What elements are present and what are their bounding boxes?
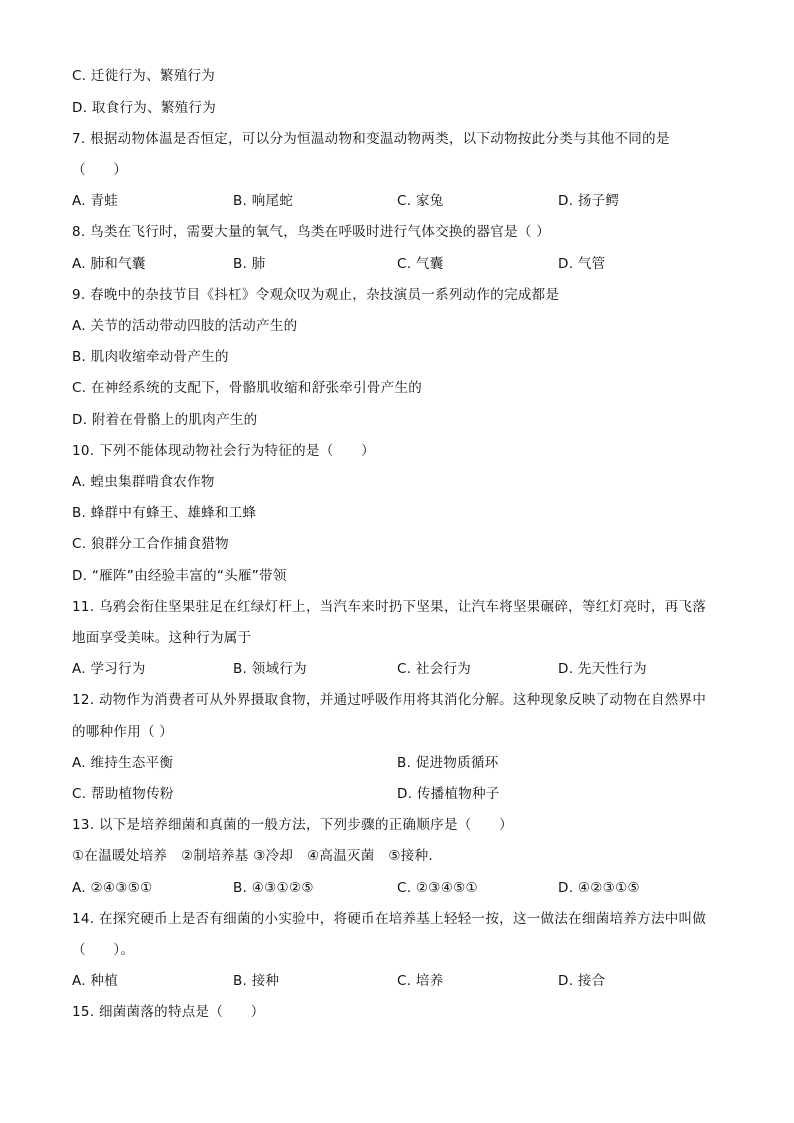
question-7-option-d: D. 扬子鳄 — [558, 193, 620, 209]
question-13-steps: ①在温暖处培养 ②制培养基 ③冷却 ④高温灭菌 ⑤接种. — [72, 848, 433, 864]
question-7-text: 7. 根据动物体温是否恒定，可以分为恒温动物和变温动物两类，以下动物按此分类与其他不同的是 — [72, 131, 670, 147]
question-12-text-cont: 的哪种作用（ ） — [72, 724, 174, 740]
question-11-option-c: C. 社会行为 — [397, 661, 472, 677]
question-8-text: 8. 鸟类在飞行时，需要大量的氧气，鸟类在呼吸时进行气体交换的器官是（ ） — [72, 224, 551, 240]
question-8-option-a: A. 肺和气囊 — [72, 256, 146, 272]
question-12-option-c: C. 帮助植物传粉 — [72, 786, 174, 802]
question-12-option-d: D. 传播植物种子 — [397, 786, 500, 802]
question-9-option-a: A. 关节的活动带动四肢的活动产生的 — [72, 318, 298, 334]
question-10-option-c: C. 狼群分工合作捕食猎物 — [72, 536, 229, 552]
question-12-option-b: B. 促进物质循环 — [397, 755, 499, 771]
question-6-option-c: C. 迁徙行为、繁殖行为 — [72, 68, 216, 84]
question-11-option-d: D. 先天性行为 — [558, 661, 647, 677]
question-7-option-c: C. 家兔 — [397, 193, 444, 209]
question-7-option-a: A. 青蛙 — [72, 193, 119, 209]
question-13-option-d: D. ④②③①⑤ — [558, 880, 640, 896]
question-7-blank: （ ） — [72, 162, 128, 178]
question-11-option-b: B. 领域行为 — [233, 661, 307, 677]
question-14-option-b: B. 接种 — [233, 973, 280, 989]
question-12-option-a: A. 维持生态平衡 — [72, 755, 174, 771]
question-14-blank: （ ）。 — [72, 942, 135, 958]
question-9-option-c: C. 在神经系统的支配下，骨骼肌收缩和舒张牵引骨产生的 — [72, 380, 423, 396]
question-11-text: 11. 乌鸦会衔住坚果驻足在红绿灯杆上，当汽车来时扔下坚果，让汽车将坚果碾碎，等红灯亮时，再飞落 — [72, 599, 707, 615]
question-14-option-a: A. 种植 — [72, 973, 119, 989]
question-13-option-c: C. ②③④⑤① — [397, 880, 478, 896]
question-6-option-d: D. 取食行为、繁殖行为 — [72, 100, 217, 116]
question-10-option-d: D. “雁阵”由经验丰富的“头雁”带领 — [72, 568, 287, 584]
question-9-option-b: B. 肌肉收缩牵动骨产生的 — [72, 349, 229, 365]
question-14-text: 14. 在探究硬币上是否有细菌的小实验中，将硬币在培养基上轻轻一按，这一做法在细菌培养方法中叫做 — [72, 911, 707, 927]
question-10-option-a: A. 蝗虫集群啃食农作物 — [72, 474, 215, 490]
question-15-text: 15. 细菌菌落的特点是（ ） — [72, 1004, 265, 1020]
question-8-option-c: C. 气囊 — [397, 256, 444, 272]
question-13-text: 13. 以下是培养细菌和真菌的一般方法，下列步骤的正确顺序是（ ） — [72, 817, 513, 833]
question-13-option-b: B. ④③①②⑤ — [233, 880, 314, 896]
question-9-option-d: D. 附着在骨骼上的肌肉产生的 — [72, 412, 258, 428]
question-13-option-a: A. ②④③⑤① — [72, 880, 153, 896]
question-11-option-a: A. 学习行为 — [72, 661, 146, 677]
question-14-option-c: C. 培养 — [397, 973, 444, 989]
question-12-text: 12. 动物作为消费者可从外界摄取食物，并通过呼吸作用将其消化分解。这种现象反映了动物在自然界中 — [72, 692, 707, 708]
question-9-text: 9. 春晚中的杂技节目《抖杠》令观众叹为观止，杂技演员一系列动作的完成都是 — [72, 287, 560, 303]
question-8-option-b: B. 肺 — [233, 256, 266, 272]
question-8-option-d: D. 气管 — [558, 256, 606, 272]
question-11-text-cont: 地面享受美味。这种行为属于 — [72, 630, 252, 646]
question-14-option-d: D. 接合 — [558, 973, 606, 989]
question-10-text: 10. 下列不能体现动物社会行为特征的是（ ） — [72, 443, 375, 459]
question-10-option-b: B. 蜂群中有蜂王、雄蜂和工蜂 — [72, 505, 257, 521]
question-7-option-b: B. 响尾蛇 — [233, 193, 294, 209]
